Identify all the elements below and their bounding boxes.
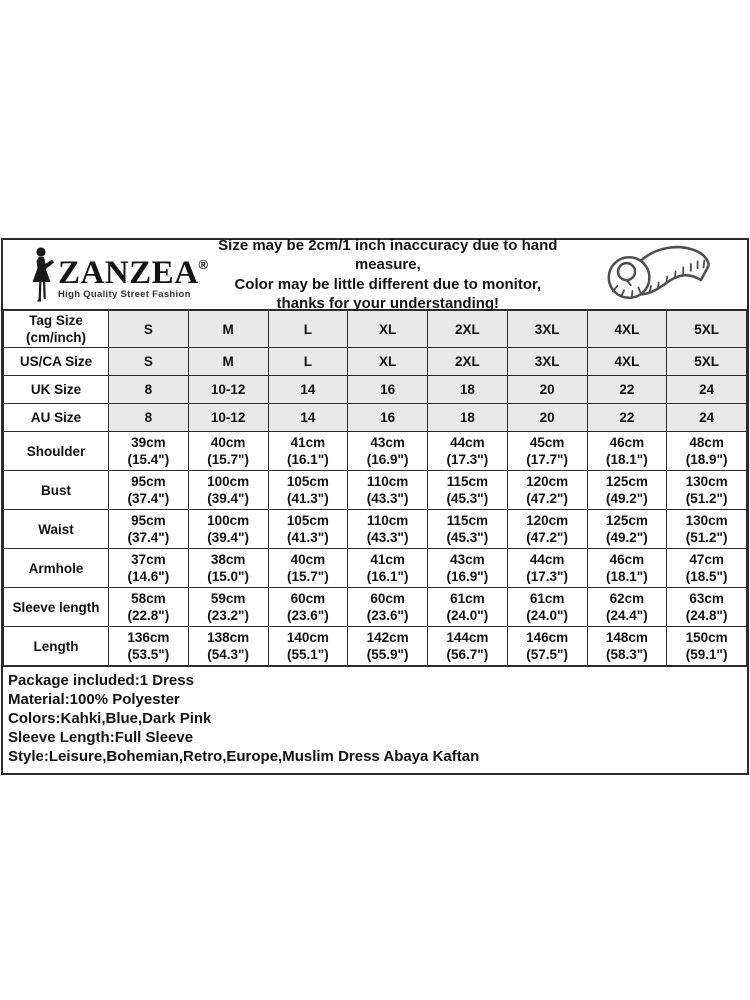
size-cell: 115cm (45.3") bbox=[428, 510, 508, 549]
size-cell: 60cm (23.6") bbox=[268, 588, 348, 627]
size-cell: 142cm (55.9") bbox=[348, 627, 428, 666]
row-label: Shoulder bbox=[4, 432, 109, 471]
size-cell: 44cm (17.3") bbox=[507, 549, 587, 588]
size-cell: 125cm (49.2") bbox=[587, 471, 667, 510]
size-cell: 46cm (18.1") bbox=[587, 549, 667, 588]
brand-name-line bbox=[58, 250, 209, 291]
size-cell: 2XL bbox=[428, 311, 508, 348]
row-label: AU Size bbox=[4, 404, 109, 432]
table-row bbox=[4, 471, 747, 510]
size-cell: 20 bbox=[507, 404, 587, 432]
size-cell: 14 bbox=[268, 376, 348, 404]
table-row bbox=[4, 549, 747, 588]
size-cell: XL bbox=[348, 311, 428, 348]
row-label: UK Size bbox=[4, 376, 109, 404]
size-cell: 95cm (37.4") bbox=[109, 471, 189, 510]
measuring-tape-icon bbox=[596, 242, 718, 308]
disclaimer-line-3: thanks for your understanding! bbox=[276, 295, 500, 312]
size-cell: 120cm (47.2") bbox=[507, 510, 587, 549]
note-style: Style:Leisure,Bohemian,Retro,Europe,Muslim Dress Abaya Kaftan bbox=[8, 748, 480, 765]
size-cell: 61cm (24.0") bbox=[428, 588, 508, 627]
row-label: Waist bbox=[4, 510, 109, 549]
size-cell: 8 bbox=[109, 376, 189, 404]
size-cell: 44cm (17.3") bbox=[428, 432, 508, 471]
table-row bbox=[4, 311, 747, 348]
table-row bbox=[4, 510, 747, 549]
size-cell: 2XL bbox=[428, 348, 508, 376]
size-cell: 22 bbox=[587, 376, 667, 404]
size-cell: 47cm (18.5") bbox=[667, 549, 747, 588]
size-cell: 40cm (15.7") bbox=[268, 549, 348, 588]
size-cell: XL bbox=[348, 348, 428, 376]
note-sleeve-length: Sleeve Length:Full Sleeve bbox=[8, 729, 194, 746]
size-cell: 61cm (24.0") bbox=[507, 588, 587, 627]
size-cell: 120cm (47.2") bbox=[507, 471, 587, 510]
brand-name: ZANZEA bbox=[58, 254, 199, 291]
size-cell: 125cm (49.2") bbox=[587, 510, 667, 549]
table-row bbox=[4, 348, 747, 376]
size-cell: 39cm (15.4") bbox=[109, 432, 189, 471]
size-cell: L bbox=[268, 311, 348, 348]
size-cell: 105cm (41.3") bbox=[268, 471, 348, 510]
size-cell: 22 bbox=[587, 404, 667, 432]
size-cell: 43cm (16.9") bbox=[428, 549, 508, 588]
size-cell: 48cm (18.9") bbox=[667, 432, 747, 471]
size-cell: 110cm (43.3") bbox=[348, 510, 428, 549]
size-cell: 150cm (59.1") bbox=[667, 627, 747, 666]
size-cell: 100cm (39.4") bbox=[188, 510, 268, 549]
size-cell: 14 bbox=[268, 404, 348, 432]
size-cell: 8 bbox=[109, 404, 189, 432]
size-cell: 95cm (37.4") bbox=[109, 510, 189, 549]
table-row bbox=[4, 432, 747, 471]
row-label: Sleeve length bbox=[4, 588, 109, 627]
size-cell: 105cm (41.3") bbox=[268, 510, 348, 549]
size-cell: 24 bbox=[667, 404, 747, 432]
size-cell: 3XL bbox=[507, 311, 587, 348]
size-cell: 16 bbox=[348, 404, 428, 432]
size-table-body bbox=[4, 311, 747, 665]
size-cell: 43cm (16.9") bbox=[348, 432, 428, 471]
size-cell: 24 bbox=[667, 376, 747, 404]
size-cell: 3XL bbox=[507, 348, 587, 376]
size-cell: 5XL bbox=[667, 311, 747, 348]
table-row bbox=[4, 376, 747, 404]
size-cell: 41cm (16.1") bbox=[268, 432, 348, 471]
brand-tagline: High Quality Street Fashion bbox=[58, 288, 191, 300]
product-notes bbox=[3, 665, 747, 773]
woman-silhouette-icon bbox=[29, 247, 55, 303]
size-cell: 46cm (18.1") bbox=[587, 432, 667, 471]
size-cell: L bbox=[268, 348, 348, 376]
size-cell: 10-12 bbox=[188, 404, 268, 432]
size-cell: 130cm (51.2") bbox=[667, 510, 747, 549]
size-cell: 40cm (15.7") bbox=[188, 432, 268, 471]
size-cell: 58cm (22.8") bbox=[109, 588, 189, 627]
table-row bbox=[4, 404, 747, 432]
size-cell: 136cm (53.5") bbox=[109, 627, 189, 666]
brand-logo bbox=[3, 247, 209, 303]
row-label: Armhole bbox=[4, 549, 109, 588]
size-cell: 140cm (55.1") bbox=[268, 627, 348, 666]
size-cell: 18 bbox=[428, 376, 508, 404]
size-cell: 62cm (24.4") bbox=[587, 588, 667, 627]
size-cell: 10-12 bbox=[188, 376, 268, 404]
row-label: Tag Size (cm/inch) bbox=[4, 311, 109, 348]
size-table bbox=[3, 311, 747, 665]
size-cell: 115cm (45.3") bbox=[428, 471, 508, 510]
size-cell: 110cm (43.3") bbox=[348, 471, 428, 510]
size-cell: S bbox=[109, 311, 189, 348]
size-cell: 100cm (39.4") bbox=[188, 471, 268, 510]
size-cell: 20 bbox=[507, 376, 587, 404]
note-package: Package included:1 Dress bbox=[8, 672, 194, 689]
size-cell: S bbox=[109, 348, 189, 376]
disclaimer-line-1: Size may be 2cm/1 inch inaccuracy due to hand measure, bbox=[218, 236, 558, 273]
size-cell: 5XL bbox=[667, 348, 747, 376]
size-cell: M bbox=[188, 311, 268, 348]
tape-icon-wrap bbox=[567, 242, 747, 308]
row-label: US/CA Size bbox=[4, 348, 109, 376]
size-cell: 38cm (15.0") bbox=[188, 549, 268, 588]
row-label: Bust bbox=[4, 471, 109, 510]
size-cell: 144cm (56.7") bbox=[428, 627, 508, 666]
disclaimer-text bbox=[209, 236, 567, 314]
size-chart-panel bbox=[1, 238, 749, 775]
size-cell: M bbox=[188, 348, 268, 376]
size-cell: 45cm (17.7") bbox=[507, 432, 587, 471]
size-cell: 37cm (14.6") bbox=[109, 549, 189, 588]
registered-mark-icon: ® bbox=[198, 256, 209, 272]
disclaimer-line-2: Color may be little different due to monitor, bbox=[234, 275, 542, 293]
size-cell: 60cm (23.6") bbox=[348, 588, 428, 627]
size-cell: 16 bbox=[348, 376, 428, 404]
size-cell: 41cm (16.1") bbox=[348, 549, 428, 588]
header bbox=[3, 236, 747, 312]
size-cell: 148cm (58.3") bbox=[587, 627, 667, 666]
size-cell: 4XL bbox=[587, 348, 667, 376]
size-cell: 4XL bbox=[587, 311, 667, 348]
size-cell: 130cm (51.2") bbox=[667, 471, 747, 510]
size-cell: 146cm (57.5") bbox=[507, 627, 587, 666]
note-colors: Colors:Kahki,Blue,Dark Pink bbox=[8, 710, 212, 727]
size-cell: 59cm (23.2") bbox=[188, 588, 268, 627]
row-label: Length bbox=[4, 627, 109, 666]
table-row bbox=[4, 627, 747, 666]
size-cell: 18 bbox=[428, 404, 508, 432]
size-cell: 63cm (24.8") bbox=[667, 588, 747, 627]
table-row bbox=[4, 588, 747, 627]
brand-text bbox=[58, 250, 209, 300]
note-material: Material:100% Polyester bbox=[8, 691, 180, 708]
size-cell: 138cm (54.3") bbox=[188, 627, 268, 666]
